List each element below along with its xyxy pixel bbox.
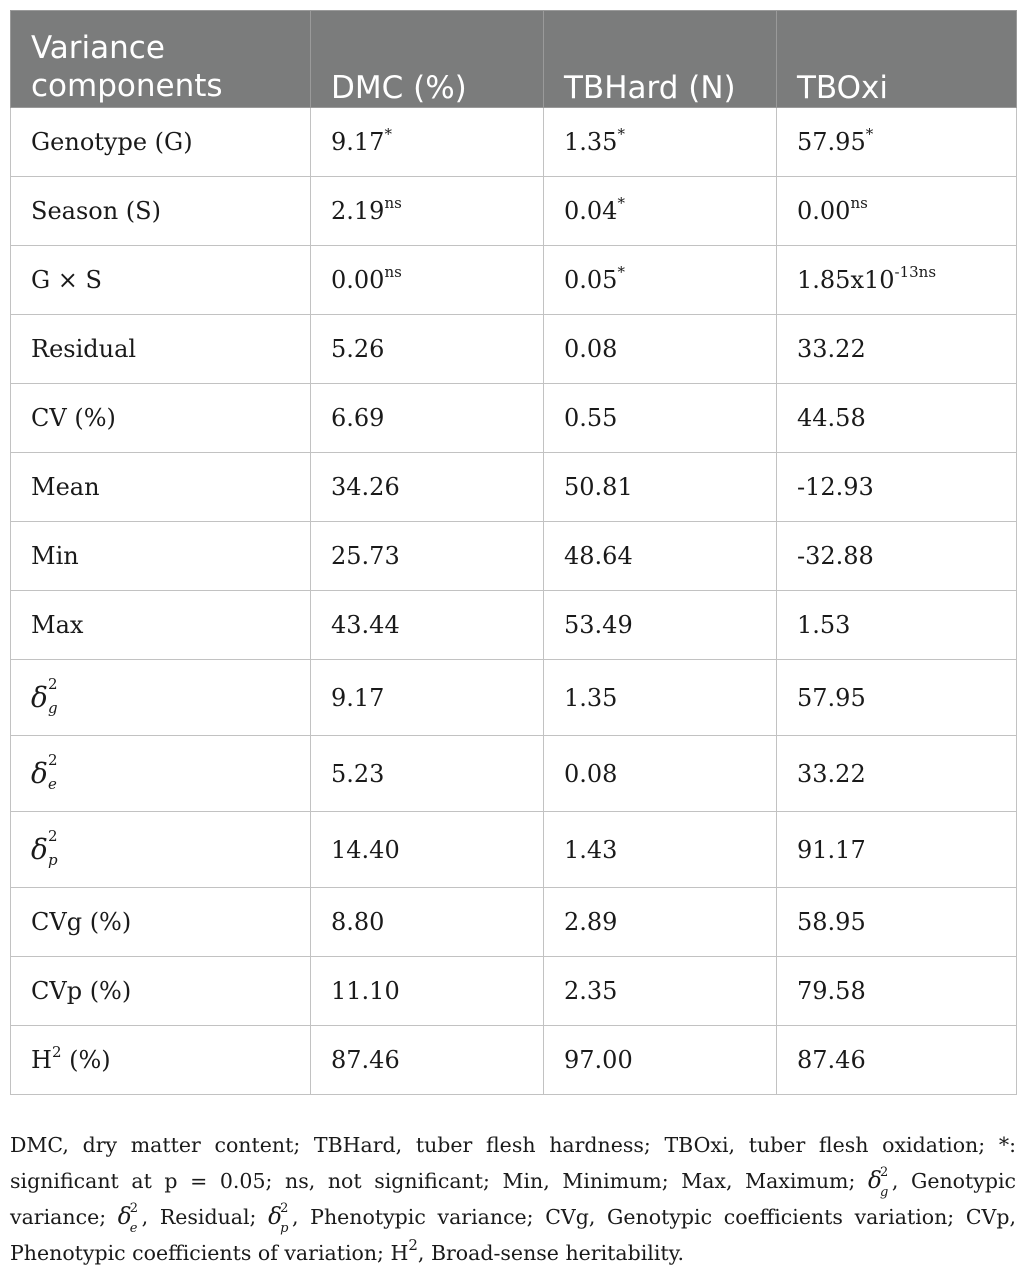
table-row bbox=[11, 177, 1017, 246]
delta-p-symbol: δ 2 p bbox=[31, 827, 58, 869]
delta-e-symbol: δ 2 e bbox=[117, 1201, 139, 1236]
row-label: Genotype (G) bbox=[11, 108, 311, 177]
cell-value: $0.00^{ns}$ bbox=[777, 177, 1017, 246]
table-row bbox=[11, 108, 1017, 177]
cell-value: 33.22 bbox=[777, 315, 1017, 384]
table-row bbox=[11, 888, 1017, 957]
cell-value: 50.81 bbox=[544, 453, 777, 522]
cell-value: -32.88 bbox=[777, 522, 1017, 591]
cell-value: $1.85x10^{-13ns}$ bbox=[777, 246, 1017, 315]
table-row bbox=[11, 660, 1017, 736]
table-header-row bbox=[11, 11, 1017, 108]
cell-value: 87.46 bbox=[777, 1026, 1017, 1095]
cell-value: $2.19^{ns}$ bbox=[311, 177, 544, 246]
cell-value: 34.26 bbox=[311, 453, 544, 522]
table-row bbox=[11, 522, 1017, 591]
table-row bbox=[11, 1026, 1017, 1095]
table-row bbox=[11, 812, 1017, 888]
footnote-text: , Genotypic variance; bbox=[10, 1169, 1016, 1229]
row-label: CVp (%) bbox=[11, 957, 311, 1026]
cell-value: 44.58 bbox=[777, 384, 1017, 453]
row-label: CV (%) bbox=[11, 384, 311, 453]
table-row bbox=[11, 736, 1017, 812]
cell-value: 87.46 bbox=[311, 1026, 544, 1095]
delta-g-symbol: δ 2 g bbox=[868, 1165, 889, 1200]
cell-value: 91.17 bbox=[777, 812, 1017, 888]
cell-value: 8.80 bbox=[311, 888, 544, 957]
table-row bbox=[11, 957, 1017, 1026]
cell-value: 9.17 bbox=[311, 660, 544, 736]
cell-value: 0.05* bbox=[544, 246, 777, 315]
row-label: Min bbox=[11, 522, 311, 591]
table-row bbox=[11, 384, 1017, 453]
table-row bbox=[11, 315, 1017, 384]
delta-e-symbol: δ 2 e bbox=[31, 751, 58, 793]
header-tbhard: TBHard (N) bbox=[544, 11, 777, 108]
row-label: Season (S) bbox=[11, 177, 311, 246]
cell-value: 5.26 bbox=[311, 315, 544, 384]
cell-value: 48.64 bbox=[544, 522, 777, 591]
table-row bbox=[11, 246, 1017, 315]
cell-value: 2.89 bbox=[544, 888, 777, 957]
cell-value: 1.35* bbox=[544, 108, 777, 177]
cell-value: 0.04* bbox=[544, 177, 777, 246]
footnote-text: DMC, dry matter content; TBHard, tuber flesh hardness; TBOxi, tuber flesh oxidation; *: significant at p = 0.05; ns, not significant; Min, Minimum; Max, Maximum; bbox=[10, 1133, 1016, 1193]
cell-value: 0.55 bbox=[544, 384, 777, 453]
cell-value: 1.43 bbox=[544, 812, 777, 888]
cell-value: 57.95* bbox=[777, 108, 1017, 177]
cell-value: 43.44 bbox=[311, 591, 544, 660]
cell-value: 25.73 bbox=[311, 522, 544, 591]
cell-value: 14.40 bbox=[311, 812, 544, 888]
cell-value: 11.10 bbox=[311, 957, 544, 1026]
header-tboxi: TBOxi bbox=[777, 11, 1017, 108]
row-label: $H^2$ (%) bbox=[11, 1026, 311, 1095]
variance-components-table bbox=[10, 10, 1017, 1095]
cell-value: 0.08 bbox=[544, 736, 777, 812]
header-dmc: DMC (%) bbox=[311, 11, 544, 108]
cell-value: 0.08 bbox=[544, 315, 777, 384]
cell-value: 5.23 bbox=[311, 736, 544, 812]
cell-value: 79.58 bbox=[777, 957, 1017, 1026]
cell-value: 1.35 bbox=[544, 660, 777, 736]
footnote-text: , Broad-sense heritability. bbox=[417, 1241, 684, 1265]
table-row bbox=[11, 591, 1017, 660]
delta-p-symbol: δ 2 p bbox=[268, 1201, 289, 1236]
table-footnote bbox=[10, 1127, 1016, 1271]
row-label bbox=[11, 660, 311, 736]
superscript: 2 bbox=[408, 1236, 418, 1255]
row-label bbox=[11, 736, 311, 812]
row-label: CVg (%) bbox=[11, 888, 311, 957]
cell-value: 57.95 bbox=[777, 660, 1017, 736]
cell-value: 9.17* bbox=[311, 108, 544, 177]
cell-value: $0.00^{ns}$ bbox=[311, 246, 544, 315]
cell-value: 97.00 bbox=[544, 1026, 777, 1095]
delta-g-symbol: δ 2 g bbox=[31, 675, 58, 717]
footnote-text: , Phenotypic variance; CVg, Genotypic coefficients variation; CVp, Phenotypic coefficients of variation; H bbox=[10, 1205, 1016, 1265]
cell-value: 53.49 bbox=[544, 591, 777, 660]
row-label: Residual bbox=[11, 315, 311, 384]
cell-value: -12.93 bbox=[777, 453, 1017, 522]
footnote-text: , Residual; bbox=[141, 1205, 257, 1229]
cell-value: 2.35 bbox=[544, 957, 777, 1026]
row-label: G × S bbox=[11, 246, 311, 315]
row-label bbox=[11, 812, 311, 888]
row-label: Mean bbox=[11, 453, 311, 522]
cell-value: 1.53 bbox=[777, 591, 1017, 660]
cell-value: 6.69 bbox=[311, 384, 544, 453]
row-label: Max bbox=[11, 591, 311, 660]
header-variance-components: Variance components bbox=[11, 11, 311, 108]
table-row bbox=[11, 453, 1017, 522]
cell-value: 58.95 bbox=[777, 888, 1017, 957]
cell-value: 33.22 bbox=[777, 736, 1017, 812]
